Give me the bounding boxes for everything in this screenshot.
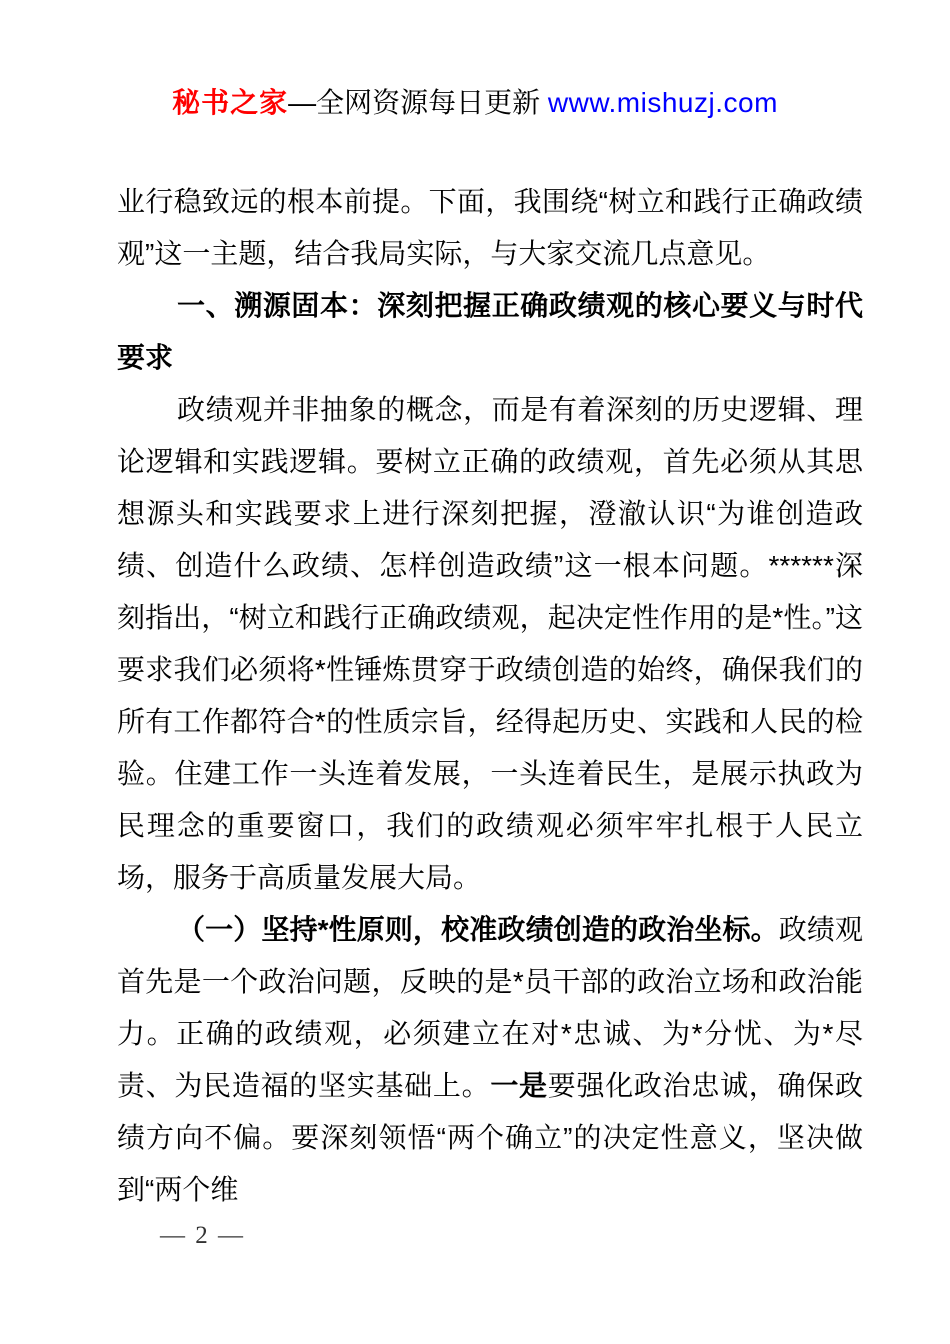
site-brand: 秘书之家	[172, 87, 289, 118]
text-run: 业行稳致远的根本前提。下面，我围绕“树立和践行正确政绩观”这一主题，结合我局实际，与大家交流几点意见。	[117, 186, 863, 269]
document-body	[117, 176, 863, 1216]
text-run: 政绩观首先是一个政治问题，反映的是*员干部的政治立场和政治能力。正确的政绩观，必须建立在对*忠诚、为*分忧、为*尽责、为民造福的坚实基础上。	[117, 914, 863, 1101]
paragraph	[117, 904, 863, 1216]
text-run-bold: 一是	[490, 1070, 548, 1101]
text-run: 要强化政治忠诚，确保政绩方向不偏。要深刻领悟“两个确立”的决定性意义，坚决做到“两个维	[117, 1070, 863, 1205]
paragraph	[117, 176, 863, 280]
text-run: 政绩观并非抽象的概念，而是有着深刻的历史逻辑、理论逻辑和实践逻辑。要树立正确的政绩观，首先必须从其思想源头和实践要求上进行深刻把握，澄澈认识“为谁创造政绩、创造什么政绩、怎样创造政绩”这一根本问题。******深刻指出，“树立和践行正确政绩观，起决定性作用的是*性。”这要求我们必须将*性锤炼贯穿于政绩创造的始终，确保我们的所有工作都符合*的性质宗旨，经得起历史、实践和人民的检验。住建工作一头连着发展，一头连着民生，是展示执政为民理念的重要窗口，我们的政绩观必须牢牢扎根于人民立场，服务于高质量发展大局。	[117, 394, 863, 893]
section-heading	[117, 280, 863, 384]
page-number: — 2 —	[160, 1222, 245, 1249]
site-tagline: —全网资源每日更新	[288, 87, 548, 118]
site-url: www.mishuzj.com	[547, 87, 778, 118]
text-run-bold: （一）坚持*性原则，校准政绩创造的政治坐标。	[177, 914, 779, 945]
paragraph	[117, 384, 863, 904]
text-run-bold: 一、溯源固本：深刻把握正确政绩观的核心要义与时代要求	[117, 290, 863, 373]
site-header	[0, 84, 950, 122]
